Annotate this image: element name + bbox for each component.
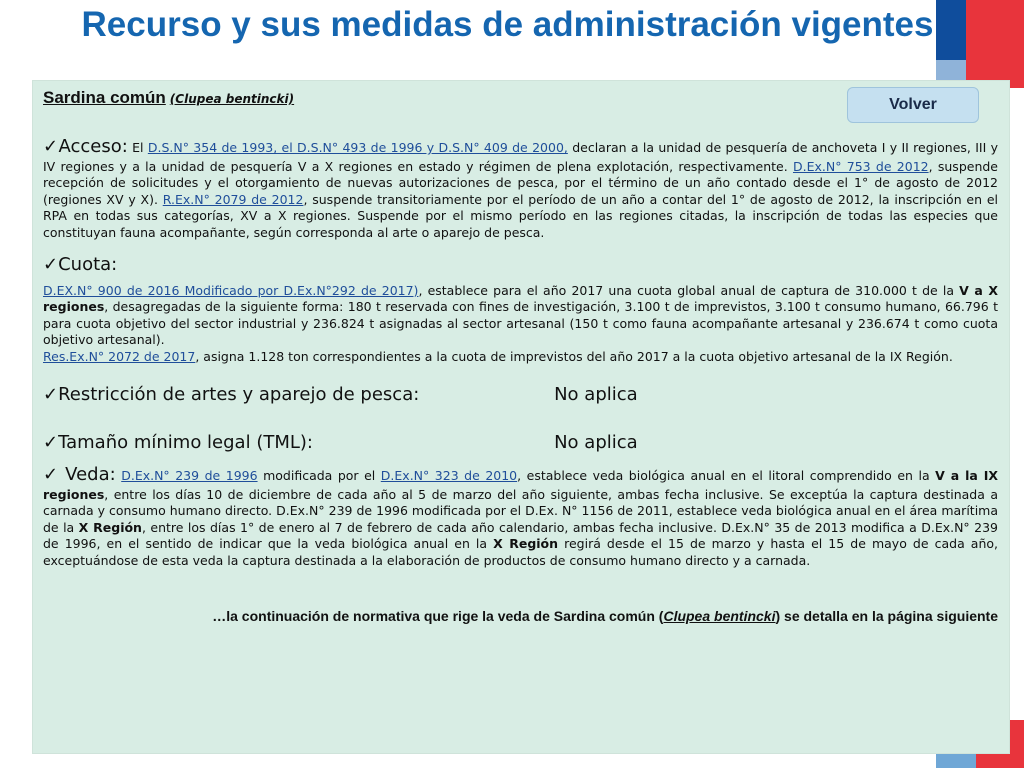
check-icon: ✓ xyxy=(43,384,59,406)
species-name: Sardina común xyxy=(43,88,166,107)
veda-text: modificada por el xyxy=(257,468,381,484)
veda-text: , entre los días 1° de enero al 7 de febrero de cada año calendario, ambas fecha inclusive. D.Ex.N° 35 de 2013 modifica a D.Ex.N° 239 de 1996, en el sentido de indicar que la veda biológica anual en la xyxy=(43,519,998,552)
footer-scientific-name: Clupea bentincki xyxy=(663,608,776,625)
cuota-text: , establece para el año 2017 una cuota global anual de captura de 310.000 t de la xyxy=(418,283,960,299)
link-dex-323[interactable]: D.Ex.N° 323 de 2010 xyxy=(380,468,518,484)
veda-text-bold: X Región xyxy=(493,536,559,552)
footer-text: ) se detalla en la página siguiente xyxy=(775,608,998,625)
acceso-text: , suspende transitoriamente por el período de un año a contar del 1° de agosto de 2012, la inscripción en el RPA en todas sus categorías, XV a X regiones. Suspende por el mismo período en las regiones citadas, la inscripción de todas las especies que constituyan fauna acompañante, según corresponda al arte o aparejo de pesca. xyxy=(43,191,998,240)
link-dex-239[interactable]: D.Ex.N° 239 de 1996 xyxy=(121,468,258,484)
veda-section xyxy=(43,463,998,569)
link-dex-900[interactable]: D.EX.N° 900 de 2016 Modificado por D.Ex.N°292 de 2017) xyxy=(43,283,419,299)
veda-text-bold: V a la IX regiones xyxy=(43,468,998,503)
acceso-text: El xyxy=(132,140,144,155)
acceso-section xyxy=(43,135,998,241)
restriccion-label: Restricción de artes y aparejo de pesca: xyxy=(58,384,420,406)
volver-button[interactable]: Volver xyxy=(847,87,979,123)
cuota-text: , asigna 1.128 ton correspondientes a la cuota de imprevistos del año 2017 a la cuota objetivo artesanal de la IX Región. xyxy=(195,348,953,364)
link-resex-2072[interactable]: Res.Ex.N° 2072 de 2017 xyxy=(43,348,196,364)
check-icon: ✓ xyxy=(43,254,59,276)
acceso-label: Acceso: xyxy=(58,136,128,157)
link-ds-354[interactable]: D.S.N° 354 de 1993, el D.S.N° 493 de 1996 y D.S.N° 409 de 2000, xyxy=(147,140,568,155)
cuota-text: , desagregadas de la siguiente forma: 180 t reservada con fines de investigación, 3.100 t de imprevistos, 3.100 t consumo humano, 66.796 t para cuota objetivo del sector industrial y 236.824 t asignadas al sector artesanal (150 t como fauna acompañante artesanal y 236.674 t como cuota objetivo artesanal). xyxy=(43,299,998,348)
tml-value: No aplica xyxy=(554,432,638,454)
cuota-label: Cuota: xyxy=(58,254,118,276)
link-rex-2079[interactable]: R.Ex.N° 2079 de 2012 xyxy=(162,191,304,207)
page-title: Recurso y sus medidas de administración vigentes xyxy=(81,5,934,44)
acceso-text: declaran a la unidad de pesquería de anchoveta I y II regiones, III y IV regiones y a la unidad de pesquería V a X regiones en estado y régimen de plena explotación, respectivamente. xyxy=(43,140,999,174)
continuation-note xyxy=(43,607,998,625)
veda-label: Veda: xyxy=(65,464,116,486)
cuota-section xyxy=(43,283,998,365)
restriccion-row xyxy=(43,383,998,407)
decorative-corner-top xyxy=(936,0,1024,88)
content-panel xyxy=(32,80,1010,754)
veda-text-bold: X Región xyxy=(78,519,142,535)
veda-text: , entre los días 10 de diciembre de cada año al 5 de marzo del año siguiente, ambas fecha inclusive. Se exceptúa la captura destinada a carnada y consumo humano directo. D.Ex.N° 239 de 1996 modificada por el D.Ex. N° 1156 de 2011, establece veda biológica anual en el área marítima de la xyxy=(43,487,998,535)
tml-row xyxy=(43,431,998,455)
veda-text: regirá desde el 15 de marzo y hasta el 15 de mayo de cada año, exceptuándose de esta veda la captura destinada a la elaboración de productos de consumo humano directo y a carnada. xyxy=(43,536,999,568)
cuota-text-bold: V a X regiones xyxy=(43,283,999,315)
check-icon: ✓ xyxy=(43,464,60,486)
check-icon: ✓ xyxy=(43,432,59,454)
veda-text: , establece veda biológica anual en el litoral comprendido en la xyxy=(517,468,936,484)
acceso-text: , suspende recepción de solicitudes y el otorgamiento de nuevas autorizaciones de pesca, por el término de un año contado desde el 1° de agosto de 2012 (regiones XV y X). xyxy=(43,159,998,207)
footer-text: …la continuación de normativa que rige la veda de Sardina común ( xyxy=(212,608,664,625)
link-dex-753[interactable]: D.Ex.N° 753 de 2012 xyxy=(792,159,929,174)
cuota-heading xyxy=(43,253,998,277)
restriccion-value: No aplica xyxy=(554,384,638,406)
species-scientific-name: (Clupea bentincki) xyxy=(169,92,295,106)
check-icon: ✓ xyxy=(43,136,59,157)
tml-label: Tamaño mínimo legal (TML): xyxy=(58,432,313,454)
